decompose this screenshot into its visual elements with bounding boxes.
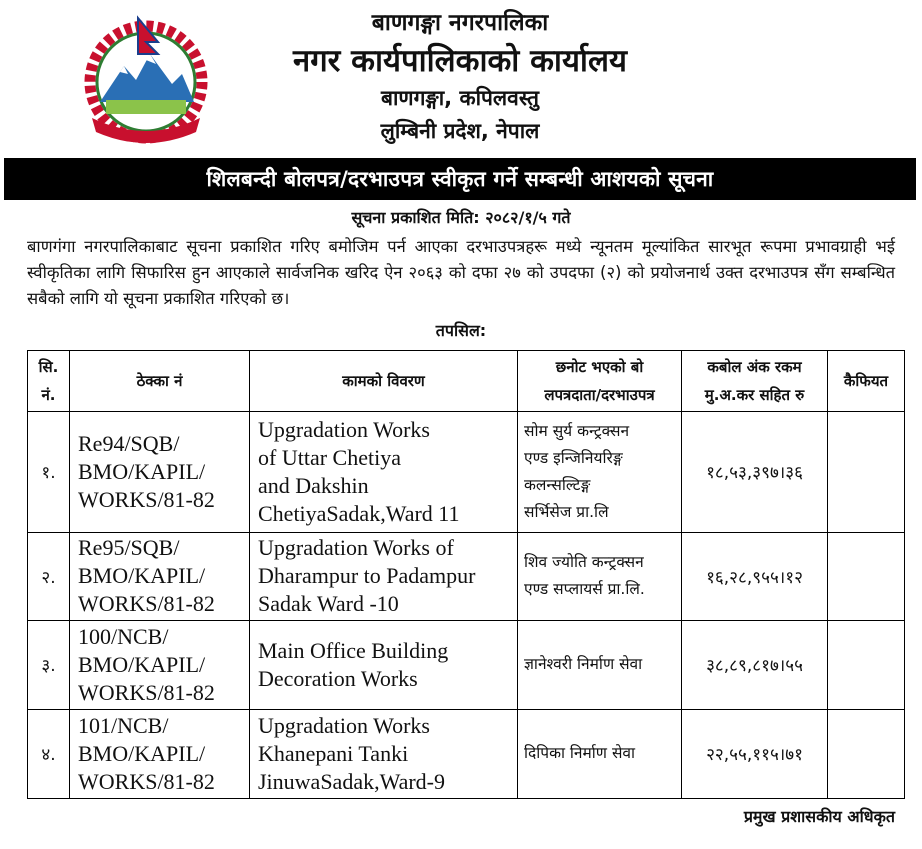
row-firm: दिपिका निर्माण सेवा — [518, 709, 682, 798]
row-sn: २. — [28, 532, 70, 620]
table-row — [28, 621, 905, 709]
row-firm: शिव ज्योति कन्ट्रक्सन एण्ड सप्लायर्स प्रा.लि. — [518, 532, 682, 620]
row-firm: सोम सुर्य कन्ट्रक्सन एण्ड इन्जिनियरिङ्ग कलन्सल्टिङ्ग सर्भिसेज प्रा.लि — [518, 412, 682, 533]
publication-date: सूचना प्रकाशित मिति: २०८२/१/५ गते — [351, 208, 571, 227]
row-contract-no: Re94/SQB/ BMO/KAPIL/ WORKS/81-82 — [70, 412, 250, 533]
details-label: तपसिल: — [435, 321, 487, 340]
row-amount: ३८,८९,८१७।५५ — [682, 621, 828, 709]
header-remarks: कैफियत — [828, 351, 905, 412]
row-contract-no: 101/NCB/ BMO/KAPIL/ WORKS/81-82 — [70, 709, 250, 798]
row-description: Main Office Building Decoration Works — [250, 621, 518, 709]
header-contract-no: ठेक्का नं — [70, 351, 250, 412]
row-contract-no: 100/NCB/ BMO/KAPIL/ WORKS/81-82 — [70, 621, 250, 709]
signatory-title: प्रमुख प्रशासकीय अधिकृत — [743, 807, 895, 826]
header-description: कामको विवरण — [250, 351, 518, 412]
table-header-row — [28, 351, 905, 412]
row-amount: १८,५३,३९७।३६ — [682, 412, 828, 533]
municipality-name: बाणगङ्गा नगरपालिका — [371, 10, 549, 36]
row-remarks — [828, 621, 905, 709]
row-remarks — [828, 532, 905, 620]
office-address: बाणगङ्गा, कपिलवस्तु — [380, 86, 539, 110]
row-description: Upgradation Works of Dharampur to Padampur Sadak Ward -10 — [250, 532, 518, 620]
row-remarks — [828, 412, 905, 533]
table-row — [28, 532, 905, 620]
row-remarks — [828, 709, 905, 798]
province-country: लुम्बिनी प्रदेश, नेपाल — [380, 119, 540, 143]
letterhead — [0, 0, 922, 158]
row-amount: १६,२८,९५५।१२ — [682, 532, 828, 620]
table-row — [28, 709, 905, 798]
row-amount: २२,५५,११५।७१ — [682, 709, 828, 798]
header-amount: कबोल अंक रकम मु.अ.कर सहित रु — [682, 351, 828, 412]
row-sn: ३. — [28, 621, 70, 709]
header-sn: सि. नं. — [28, 351, 70, 412]
row-description: Upgradation Works of Uttar Chetiya and Dakshin ChetiyaSadak,Ward 11 — [250, 412, 518, 533]
row-sn: १. — [28, 412, 70, 533]
row-firm: ज्ञानेश्वरी निर्माण सेवा — [518, 621, 682, 709]
notice-body: बाणगंगा नगरपालिकाबाट सूचना प्रकाशित गरिए बमोजिम पर्न आएका दरभाउपत्रहरू मध्ये न्यूनतम मूल्यांकित सारभूत रूपमा प्रभावग्राही भई स्वीकृतिका लागि सिफारिस हुन आएकाले सार्वजनिक खरिद ऐन २०६३ को दफा २७ को उपदफा (२) को प्रयोजनार्थ उक्त दरभाउपत्र सँग सम्बन्धित सबैको लागि यो सूचना प्रकाशित गरिएको छ। — [27, 237, 895, 308]
notice-title: शिलबन्दी बोलपत्र/दरभाउपत्र स्वीकृत गर्ने सम्बन्धी आशयको सूचना — [4, 158, 916, 200]
nepal-emblem-icon — [76, 14, 216, 144]
header-firm: छनोट भएको बो लपत्रदाता/दरभाउपत्र — [518, 351, 682, 412]
office-name: नगर कार्यपालिकाको कार्यालय — [293, 43, 627, 79]
table-row — [28, 412, 905, 533]
award-table — [27, 350, 905, 799]
row-contract-no: Re95/SQB/ BMO/KAPIL/ WORKS/81-82 — [70, 532, 250, 620]
row-sn: ४. — [28, 709, 70, 798]
row-description: Upgradation Works Khanepani Tanki JinuwaSadak,Ward-9 — [250, 709, 518, 798]
